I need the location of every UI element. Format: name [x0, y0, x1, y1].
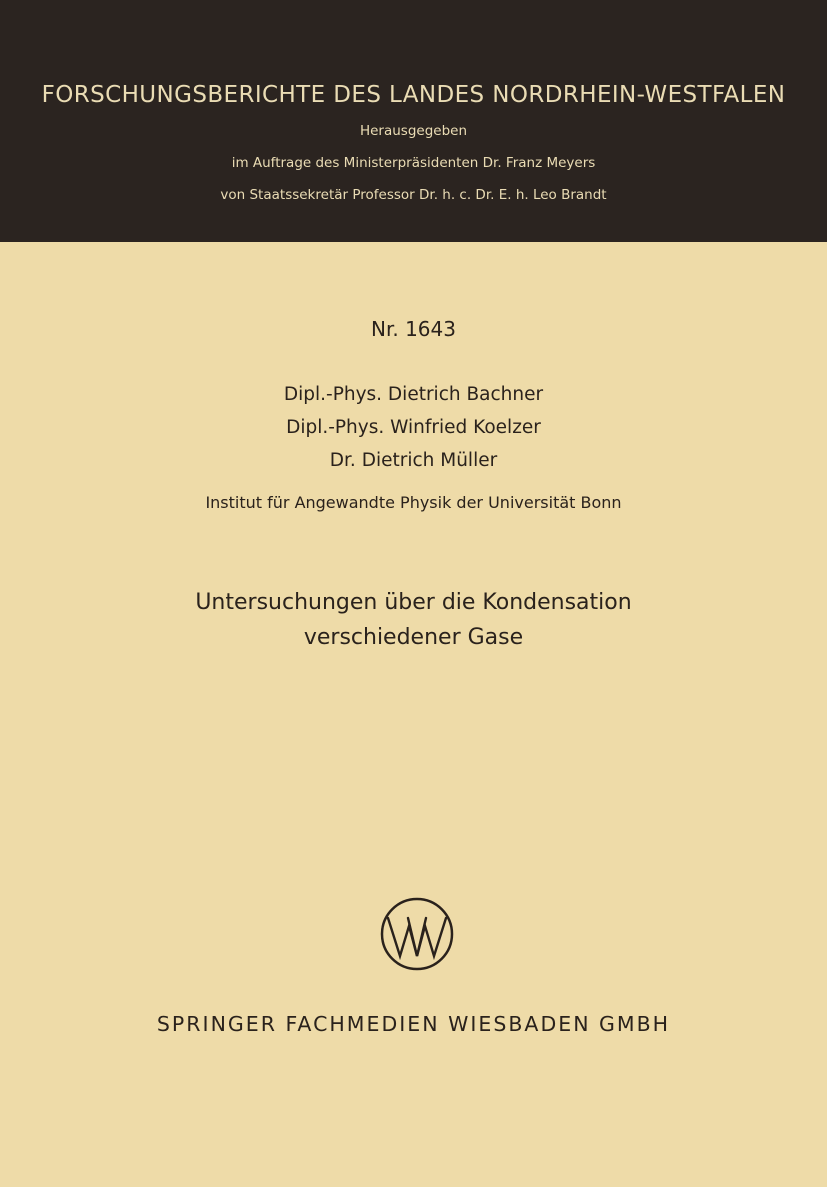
editor-line-staatssekretaer: von Staatssekretär Professor Dr. h. c. Dr. E. h. Leo Brandt: [220, 187, 607, 203]
editor-line-auftrage: im Auftrage des Ministerpräsidenten Dr. Franz Meyers: [231, 155, 596, 171]
book-title-line-2: verschiedener Gase: [303, 625, 524, 650]
author-1: Dipl.-Phys. Dietrich Bachner: [283, 384, 544, 405]
series-header-band: [0, 0, 827, 242]
author-3: Dr. Dietrich Müller: [329, 450, 498, 471]
institute-line: Institut für Angewandte Physik der Universität Bonn: [205, 493, 622, 512]
series-title: FORSCHUNGSBERICHTE DES LANDES NORDRHEIN-WESTFALEN: [41, 82, 786, 108]
book-title-line-1: Untersuchungen über die Kondensation: [195, 590, 632, 615]
volume-number: Nr. 1643: [371, 317, 456, 341]
author-2: Dipl.-Phys. Winfried Koelzer: [286, 417, 541, 438]
springer-vw-logo-icon: [379, 896, 455, 972]
publisher-name: SPRINGER FACHMEDIEN WIESBADEN GMBH: [156, 1012, 671, 1036]
editor-line-herausgegeben: Herausgegeben: [359, 123, 468, 139]
